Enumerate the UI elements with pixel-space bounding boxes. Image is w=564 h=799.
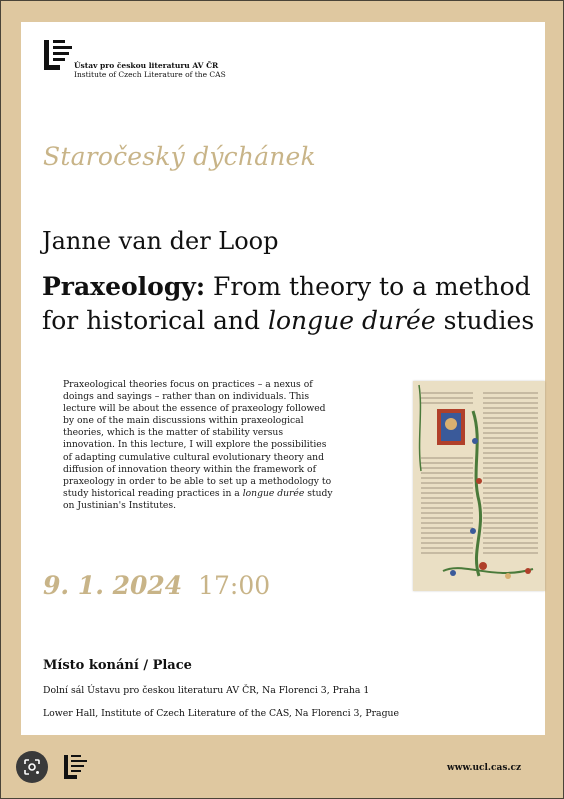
title-italic: longue durée [267, 306, 436, 335]
place-line-en: Lower Hall, Institute of Czech Literature of the CAS, Na Florenci 3, Prague [43, 708, 400, 719]
event-datetime [43, 571, 270, 600]
ucl-logo-icon [42, 39, 72, 71]
title-part2: for historical and [42, 306, 268, 335]
institute-logo [42, 39, 226, 79]
abstract-italic: longue durée [242, 487, 305, 499]
speaker-name: Janne van der Loop [42, 227, 279, 255]
event-time: 17:00 [198, 571, 271, 600]
abstract-text [63, 379, 333, 512]
title-bold: Praxeology: [42, 272, 206, 301]
place-heading: Místo konání / Place [43, 658, 192, 673]
google-lens-icon[interactable] [16, 751, 48, 783]
place-line-cs: Dolní sál Ústavu pro českou literaturu AV ČR, Na Florenci 3, Praha 1 [43, 685, 370, 696]
title-part1: From theory to a method [205, 272, 531, 301]
footer-logo-icon [63, 754, 93, 780]
title-part3: studies [435, 306, 535, 335]
lecture-title [42, 270, 542, 338]
institute-name [74, 61, 226, 79]
footer-url[interactable]: www.ucl.cas.cz [447, 763, 522, 773]
manuscript-illustration [413, 381, 545, 591]
abstract-part1: Praxeological theories focus on practices – a nexus of doings and sayings – rather than on individuals. This lecture will be about the essence of praxeology followed by one of the main discussions within praxeological theories, which is the matter of stability versus innovation. In this lecture, I will explore the possibilities of adapting cumulative cultural evolutionary theory and diffusion of innovation theory within the framework of praxeology in order to be able to set up a methodology to study historical reading practices in a [63, 379, 332, 499]
institute-name-en: Institute of Czech Literature of the CAS [74, 70, 226, 79]
abstract-part2: study on Justinian's Institutes. [63, 487, 333, 511]
event-date: 9. 1. 2024 [43, 571, 183, 600]
manuscript-image [413, 381, 545, 591]
series-title: Staročeský dýchánek [43, 142, 316, 171]
institute-name-cs: Ústav pro českou literaturu AV ČR [74, 61, 219, 70]
